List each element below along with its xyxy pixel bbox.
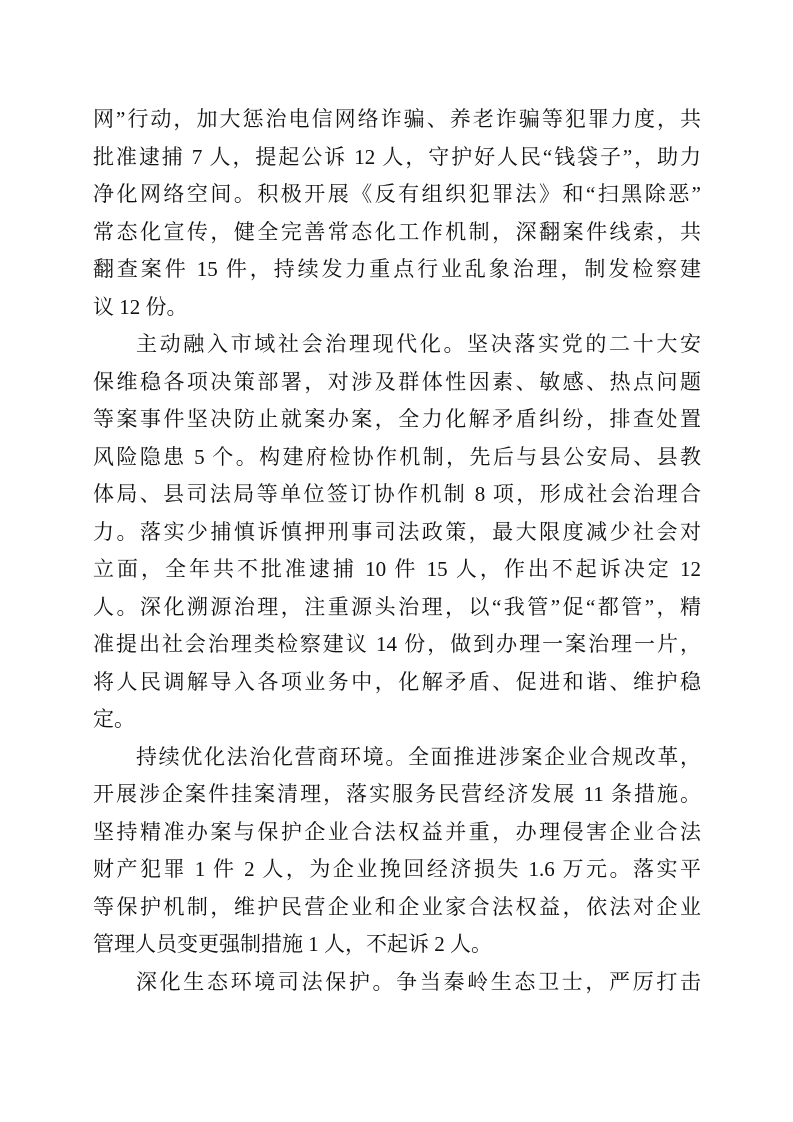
text-line: 网”行动，加大惩治电信网络诈骗、养老诈骗等犯罪力度，共	[93, 107, 701, 131]
text-line: 批准逮捕 7 人，提起公诉 12 人，守护好人民“钱袋子”，助力	[93, 144, 701, 169]
paragraph	[93, 326, 701, 739]
text-line: 等保护机制，维护民营企业和企业家合法权益，依法对企业	[93, 894, 701, 919]
paragraph	[93, 739, 701, 964]
text-line: 翻查案件 15 件，持续发力重点行业乱象治理，制发检察建	[93, 257, 701, 281]
text-line: 定。	[93, 707, 135, 731]
text-line: 开展涉企案件挂案清理，落实服务民营经济发展 11 条措施。	[93, 782, 701, 806]
text-line: 风险隐患 5 个。构建府检协作机制，先后与县公安局、县教	[93, 444, 701, 469]
text-line: 常态化宣传，健全完善常态化工作机制，深翻案件线索，共	[93, 219, 701, 244]
text-line: 深化生态环境司法保护。争当秦岭生态卫士，严厉打击	[136, 969, 701, 994]
text-line: 人。深化溯源治理，注重源头治理，以“我管”促“都管”，精	[93, 594, 701, 619]
text-line: 净化网络空间。积极开展《反有组织犯罪法》和“扫黑除恶”	[93, 182, 701, 206]
text-line: 财产犯罪 1 件 2 人，为企业挽回经济损失 1.6 万元。落实平	[93, 857, 701, 881]
text-line: 持续优化法治化营商环境。全面推进涉案企业合规改革，	[136, 744, 701, 769]
paragraph	[93, 964, 701, 1002]
text-line: 等案事件坚决防止就案办案，全力化解矛盾纠纷，排查处置	[93, 407, 701, 431]
text-line: 力。落实少捕慎诉慎押刑事司法政策，最大限度减少社会对	[93, 519, 701, 544]
text-line: 坚持精准办案与保护企业合法权益并重，办理侵害企业合法	[93, 819, 701, 844]
text-line: 议 12 份。	[93, 294, 188, 319]
text-line: 保维稳各项决策部署，对涉及群体性因素、敏感、热点问题	[93, 369, 701, 394]
text-line: 管理人员变更强制措施 1 人，不起诉 2 人。	[93, 932, 492, 956]
paragraph	[93, 101, 701, 326]
text-line: 体局、县司法局等单位签订协作机制 8 项，形成社会治理合	[93, 482, 701, 506]
text-line: 主动融入市域社会治理现代化。坚决落实党的二十大安	[136, 332, 701, 356]
text-line: 准提出社会治理类检察建议 14 份，做到办理一案治理一片，	[93, 632, 701, 656]
text-line: 立面，全年共不批准逮捕 10 件 15 人，作出不起诉决定 12	[93, 557, 701, 581]
document-page	[93, 101, 701, 1001]
text-line: 将人民调解导入各项业务中，化解矛盾、促进和谐、维护稳	[93, 669, 701, 694]
